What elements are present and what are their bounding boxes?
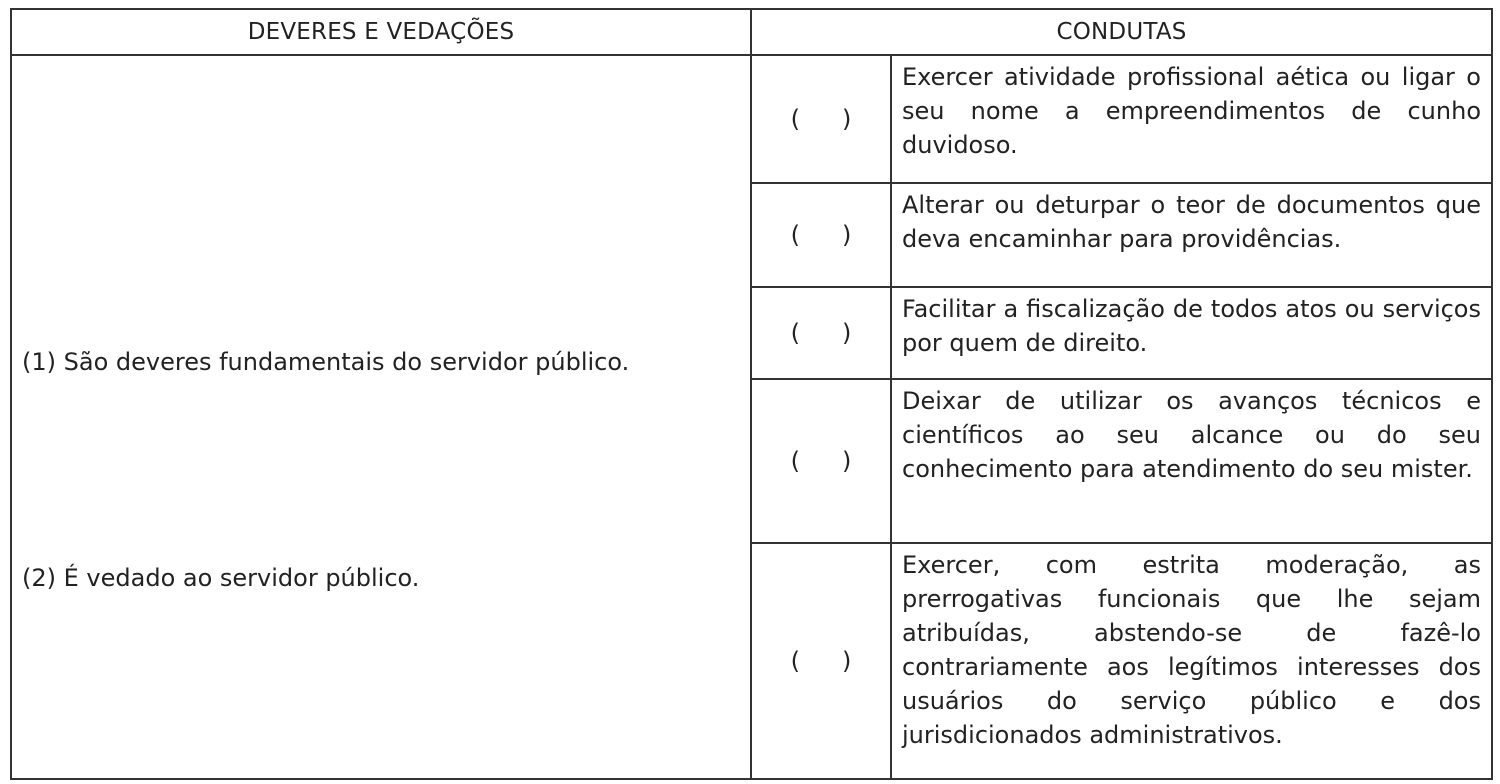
answer-blank-close: ) [842,319,852,347]
conduct-4-text: Deixar de utilizar os avanços técnicos e científicos ao seu alcance ou do seu conhecimento para atendimento do seu mister. [902,387,1481,483]
answer-blank-close: ) [842,647,852,675]
item-1-label: (1) São deveres fundamentais do servidor público. [22,348,630,376]
items-column [12,56,752,778]
conduct-3 [892,288,1491,380]
conduct-2-text: Alterar ou deturpar o teor de documentos que deva encaminhar para providências. [902,191,1481,253]
answer-blank-open: ( [790,319,800,347]
conduct-4 [892,380,1491,544]
answer-blank-close: ) [842,221,852,249]
answer-blank-close: ) [842,105,852,133]
answer-blank-open: ( [790,221,800,249]
answer-blank-open: ( [790,447,800,475]
header-condutas: CONDUTAS [752,10,1491,56]
answer-blank-2[interactable] [752,184,892,288]
answer-blank-close: ) [842,447,852,475]
answer-blank-5[interactable] [752,544,892,778]
answer-blank-4[interactable] [752,380,892,544]
conduct-2 [892,184,1491,288]
conduct-1 [892,56,1491,184]
conduct-1-text: Exercer atividade profissional aética ou ligar o seu nome a empreendimentos de cunho duvidoso. [902,63,1481,159]
matching-table [10,8,1493,780]
answer-blank-3[interactable] [752,288,892,380]
conduct-5 [892,544,1491,778]
conduct-5-text: Exercer, com estrita moderação, as prerrogativas funcionais que lhe sejam atribuídas, abstendo-se de fazê-lo contrariamente aos legítimos interesses dos usuários do serviço público e dos jurisdicionados administrativos. [902,551,1481,749]
answer-blank-open: ( [790,105,800,133]
header-deveres-vedacoes: DEVERES E VEDAÇÕES [12,10,752,56]
item-2-label: (2) É vedado ao servidor público. [22,564,420,592]
conduct-3-text: Facilitar a fiscalização de todos atos ou serviços por quem de direito. [902,295,1481,357]
answer-blank-1[interactable] [752,56,892,184]
answer-blank-open: ( [790,647,800,675]
